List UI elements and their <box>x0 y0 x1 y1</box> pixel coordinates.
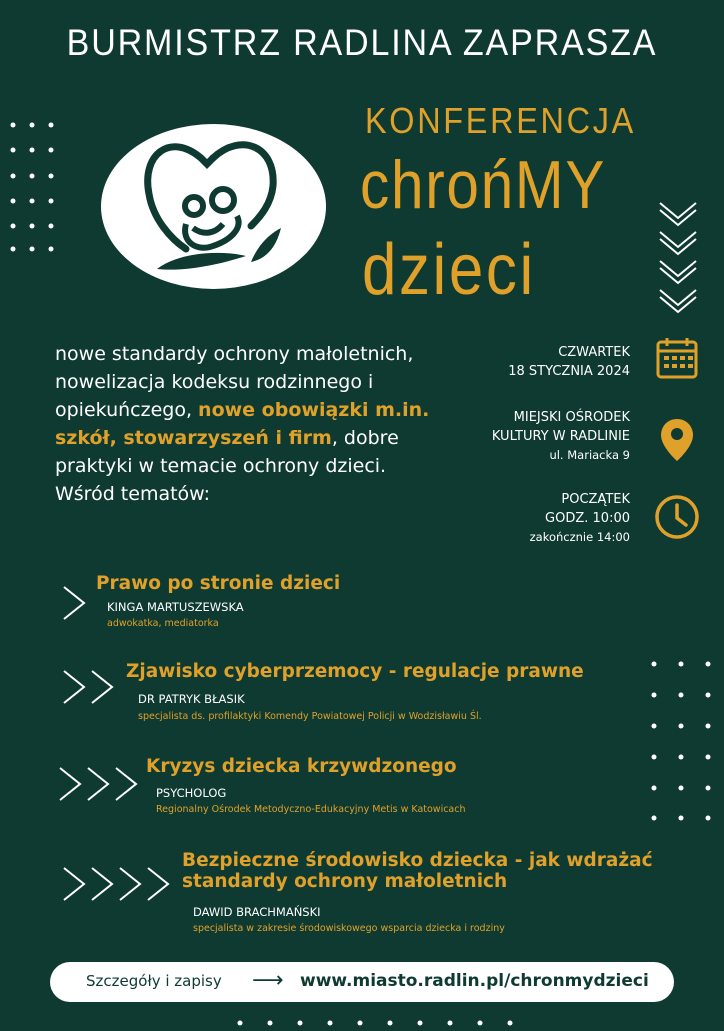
date-day: CZWARTEK <box>558 345 630 360</box>
venue-line2: KULTURY W RADLINIE <box>491 429 630 444</box>
decorative-dots-left <box>10 121 70 253</box>
chevron-right-icon <box>60 866 180 906</box>
intro-text-2: , dobre praktyki w temacie ochrony dzieci. <box>55 427 399 477</box>
topic-2-role: specjalista ds. profilaktyki Komendy Powiatowej Policji w Wodzisławiu Śl. <box>138 711 482 722</box>
event-venue <box>492 408 630 465</box>
conference-name-line2: dzieci <box>362 230 536 310</box>
topic-1-role: adwokatka, mediatorka <box>107 618 219 629</box>
event-date <box>508 343 630 381</box>
chevron-right-icon <box>60 585 90 625</box>
chevron-right-icon <box>60 669 120 709</box>
location-pin-icon <box>659 417 695 467</box>
topic-2-speaker: DR PATRYK BŁASIK <box>138 692 245 706</box>
intro-text-3: Wśród tematów: <box>55 483 211 505</box>
chevron-right-icon <box>56 766 146 806</box>
arrow-right-icon: ⟶ <box>252 968 284 993</box>
intro-text-1: nowe standardy ochrony małoletnich, nowelizacja kodeksu rodzinnego i opiekuńczego, <box>55 343 414 421</box>
event-time <box>530 490 630 547</box>
clock-icon <box>654 494 700 544</box>
topic-4-role: specjalista w zakresie środowiskowego wsparcia dziecka i rodziny <box>193 923 505 934</box>
registration-banner[interactable] <box>50 962 674 1002</box>
venue-address: ul. Mariacka 9 <box>549 448 630 462</box>
conference-name-line1: chrońMY <box>360 147 607 223</box>
decorative-chevrons-down <box>657 200 703 318</box>
date-value: 18 STYCZNIA 2024 <box>508 364 630 379</box>
topic-3-title: Kryzys dziecka krzywdzonego <box>146 756 457 777</box>
calendar-icon <box>655 336 699 384</box>
conference-label: KONFERENCJA <box>365 100 636 141</box>
registration-link[interactable]: www.miasto.radlin.pl/chronmydzieci <box>300 971 649 991</box>
decorative-dots-bottom <box>236 1012 526 1020</box>
registration-label: Szczegóły i zapisy <box>86 972 222 990</box>
start-label: POCZĄTEK <box>561 492 630 507</box>
heart-family-logo <box>101 124 326 289</box>
topic-3-role: Regionalny Ośrodek Metodyczno-Edukacyjny Metis w Katowicach <box>156 804 466 815</box>
page-title: BURMISTRZ RADLINA ZAPRASZA <box>66 22 658 63</box>
topic-4-title-line1: Bezpieczne środowisko dziecka - jak wdrażać <box>182 850 653 871</box>
conference-logo <box>101 124 326 289</box>
topic-1-speaker: KINGA MARTUSZEWSKA <box>107 600 244 614</box>
intro-paragraph <box>55 340 435 508</box>
intro-highlight: nowe obowiązki m.in. szkół, stowarzyszeń i firm <box>55 399 430 449</box>
topic-4-title <box>182 850 653 892</box>
end-time: zakończnie 14:00 <box>529 530 630 544</box>
topic-1-title: Prawo po stronie dzieci <box>96 573 341 594</box>
topic-2-title: Zjawisko cyberprzemocy - regulacje prawne <box>126 661 584 682</box>
start-time: GODZ. 10:00 <box>545 511 630 526</box>
topic-4-title-line2: standardy ochrony małoletnich <box>182 871 508 892</box>
topic-4-speaker: DAWID BRACHMAŃSKI <box>193 905 321 919</box>
decorative-dots-right <box>651 660 721 825</box>
venue-line1: MIEJSKI OŚRODEK <box>513 410 630 425</box>
topic-3-speaker: PSYCHOLOG <box>156 786 227 800</box>
